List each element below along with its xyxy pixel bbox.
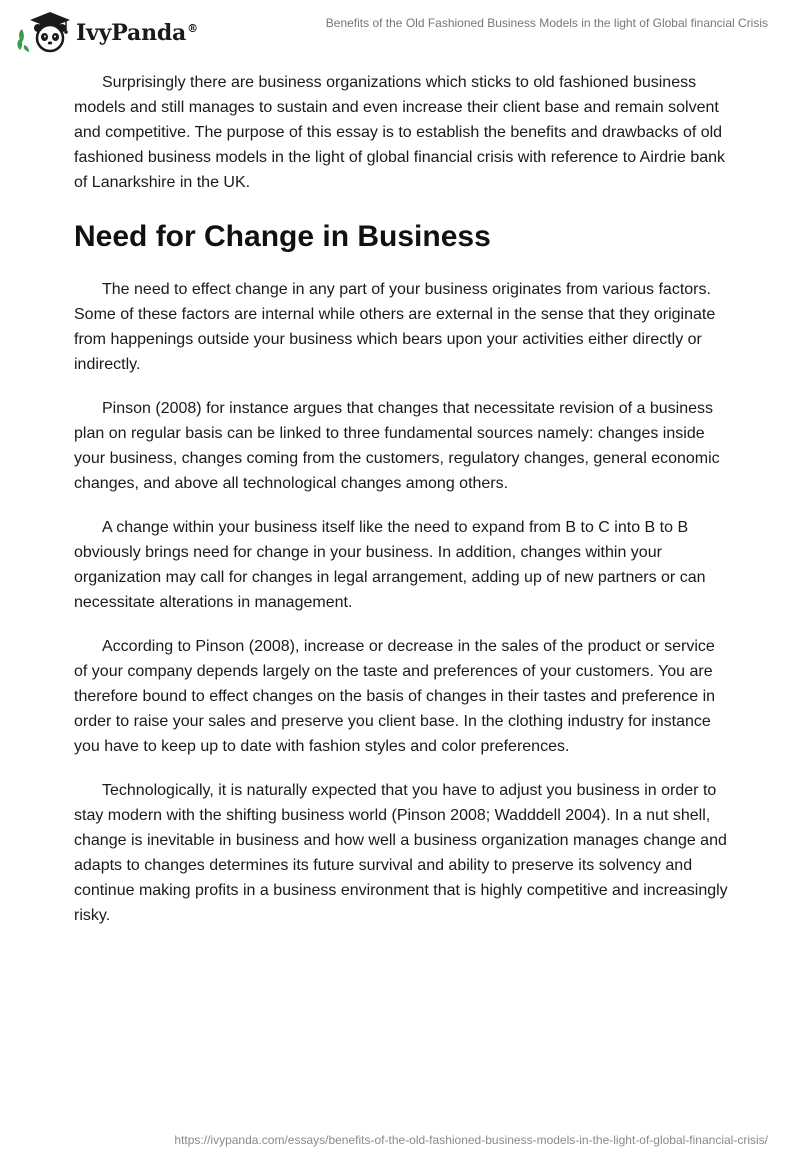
panda-graduate-icon bbox=[16, 8, 72, 56]
paragraph: The need to effect change in any part of your business originates from various factors. Some of these factors are internal while others are external in the sense that they originate from happenings outside your business which bears upon your activities either directly or indirectly. bbox=[74, 281, 716, 373]
page-header bbox=[0, 0, 800, 60]
brand-name: IvyPanda® bbox=[76, 20, 198, 46]
paragraph: According to Pinson (2008), increase or decrease in the sales of the product or service of your company depends largely on the taste and preferences of your customers. You are therefore bound to effect changes on the basis of changes in their tastes and preference in order to raise your sales and preserve you client base. In the clothing industry for instance you have to keep up to date with fashion styles and color preferences. bbox=[74, 638, 716, 755]
running-title: Benefits of the Old Fashioned Business Models in the light of Global financial Crisis bbox=[325, 16, 768, 30]
ivypanda-logo[interactable] bbox=[16, 8, 198, 56]
article-body bbox=[74, 70, 730, 947]
section-heading: Need for Change in Business bbox=[74, 220, 491, 253]
intro-paragraph: Surprisingly there are business organizations which sticks to old fashioned business models and still manages to sustain and even increase their client base and remain solvent and competitive. The purpose of this essay is to establish the benefits and drawbacks of old fashioned business models in the light of global financial crisis with reference to Airdrie bank of Lanarkshire in the UK. bbox=[74, 74, 726, 191]
source-url[interactable]: https://ivypanda.com/essays/benefits-of-the-old-fashioned-business-models-in-the-light-of-global-financial-crisis/ bbox=[174, 1133, 768, 1147]
paragraph: A change within your business itself like the need to expand from B to C into B to B obviously brings need for change in your business. In addition, changes within your organization may call for changes in legal arrangement, adding up of new partners or can necessitate alterations in management. bbox=[74, 519, 706, 611]
registered-mark: ® bbox=[187, 21, 198, 35]
paragraph: Pinson (2008) for instance argues that changes that necessitate revision of a business plan on regular basis can be linked to three fundamental sources namely: changes inside your business, changes coming from the customers, regulatory changes, general economic changes, and above all technological changes among others. bbox=[74, 400, 720, 492]
paragraph: Technologically, it is naturally expected that you have to adjust you business in order to stay modern with the shifting business world (Pinson 2008; Wadddell 2004). In a nut shell, change is inevitable in business and how well a business organization manages change and adapts to changes determines its future survival and ability to preserve its solvency and continue making profits in a business environment that is highly competitive and increasingly risky. bbox=[74, 782, 728, 924]
